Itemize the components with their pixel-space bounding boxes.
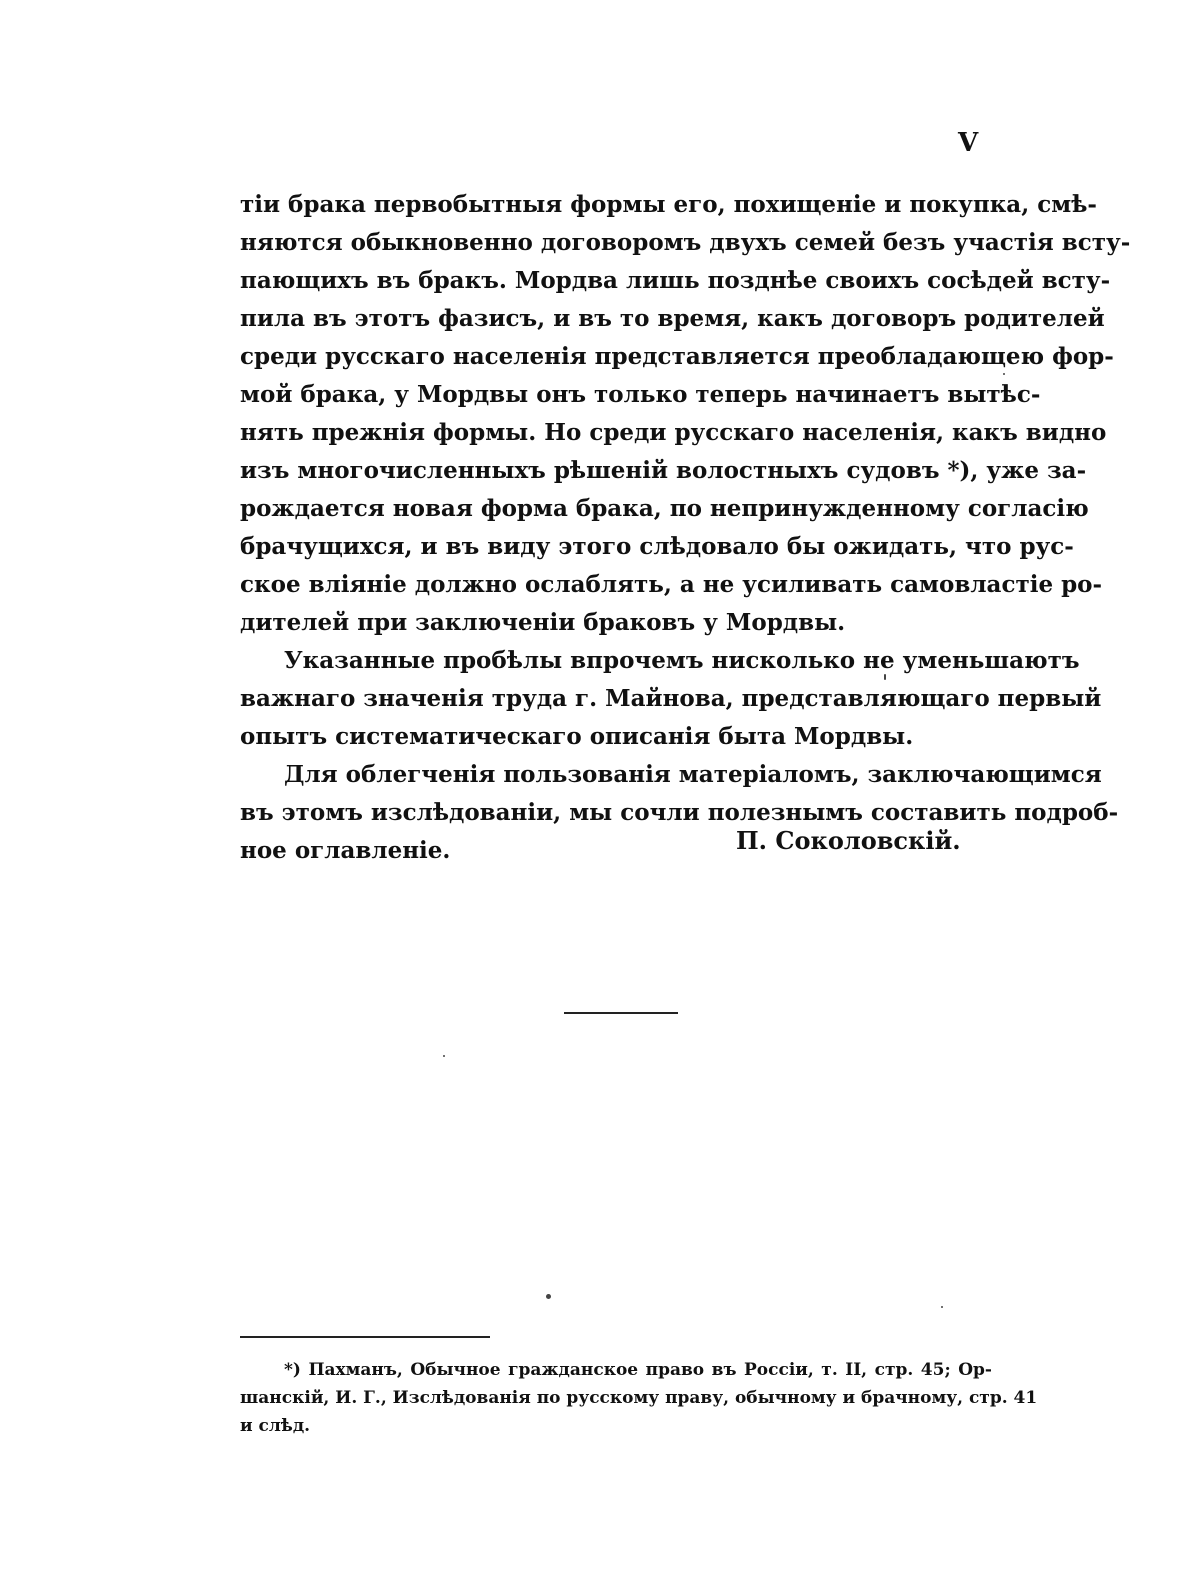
text-line: изъ многочисленныхъ рѣшеній волостныхъ судовъ *), уже за- [240, 457, 1087, 484]
text-line: важнаго значенія труда г. Майнова, представляющаго первый [240, 685, 1102, 712]
page-number: V [958, 128, 979, 158]
text-line: Для облегченія пользованія матеріаломъ, заключающимся [284, 761, 1102, 788]
footnote-line: и слѣд. [240, 1416, 311, 1436]
paragraph-1 [240, 186, 1131, 642]
scan-speck [884, 674, 886, 680]
text-line: брачущихся, и въ виду этого слѣдовало бы ожидать, что рус- [240, 533, 1074, 560]
footnote [240, 1356, 1038, 1440]
text-line: дителей при заключеніи браковъ у Мордвы. [240, 609, 846, 636]
text-line: няются обыкновенно договоромъ двухъ семей безъ участія всту- [240, 229, 1131, 256]
body-text [240, 186, 1131, 870]
text-line: Указанные пробѣлы впрочемъ нисколько не уменьшаютъ [284, 647, 1080, 674]
text-line: рождается новая форма брака, по непринужденному согласію [240, 495, 1089, 522]
author-signature: П. Соколовскій. [736, 826, 961, 855]
scan-speck [941, 1306, 943, 1308]
paragraph-2 [240, 642, 1102, 756]
text-line: ское вліяніе должно ослаблять, а не усиливать самовластіе ро- [240, 571, 1103, 598]
text-line: тіи брака первобытныя формы его, похищеніе и покупка, смѣ- [240, 191, 1097, 218]
footnote-rule [240, 1336, 490, 1338]
text-line: въ этомъ изслѣдованіи, мы сочли полезнымъ составить подроб- [240, 799, 1119, 826]
footnote-line: шанскій, И. Г., Изслѣдованія по русскому праву, обычному и брачному, стр. 41 [240, 1388, 1038, 1408]
text-line: пающихъ въ бракъ. Мордва лишь позднѣе своихъ сосѣдей всту- [240, 267, 1111, 294]
text-line: мой брака, у Мордвы онъ только теперь начинаетъ вытѣс- [240, 381, 1041, 408]
footnote-line: *) Пахманъ, Обычное гражданское право въ Россіи, т. II, стр. 45; Ор- [284, 1360, 992, 1380]
text-line: ное оглавленіе. [240, 837, 451, 864]
scan-speck [1003, 373, 1005, 375]
text-line: среди русскаго населенія представляется преобладающею фор- [240, 343, 1114, 370]
section-divider [564, 1012, 678, 1014]
scan-speck [546, 1294, 551, 1299]
text-line: нять прежнія формы. Но среди русскаго населенія, какъ видно [240, 419, 1107, 446]
scan-speck [443, 1055, 445, 1057]
text-line: пила въ этотъ фазисъ, и въ то время, какъ договоръ родителей [240, 305, 1105, 332]
text-line: опытъ систематическаго описанія быта Мордвы. [240, 723, 914, 750]
